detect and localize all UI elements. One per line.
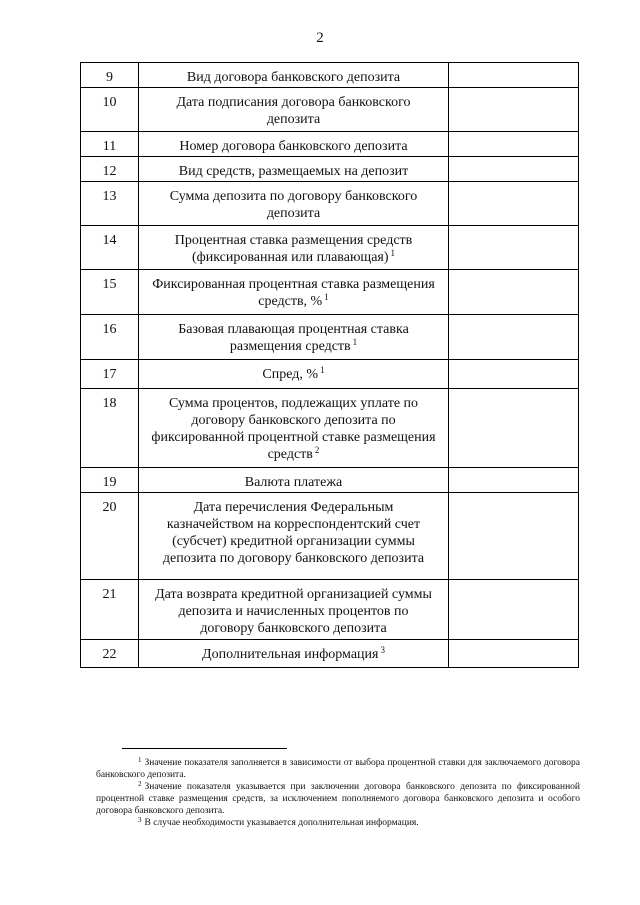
row-description: [139, 63, 449, 88]
description-line: Спред, %: [262, 367, 319, 382]
row-value-cell: [449, 389, 579, 468]
footnote-text: Значение показателя указывается при заключении договора банковского депозита по фиксированной процентной ставке размещения средств, за исключением пополняемого договора банковского депозита и особого договора банковского депозита.: [96, 782, 580, 816]
row-description: [139, 640, 449, 668]
row-value-cell: [449, 270, 579, 315]
row-number: 15: [81, 270, 139, 315]
row-value-cell: [449, 580, 579, 640]
description-line: средств: [267, 447, 313, 462]
table-row: [81, 493, 579, 580]
footnote-text: В случае необходимости указывается дополнительная информация.: [144, 818, 419, 828]
description-line: Дополнительная информация: [202, 647, 379, 662]
row-number: 17: [81, 360, 139, 389]
description-line: казначейством на корреспондентский счет: [166, 517, 421, 532]
row-value-cell: [449, 63, 579, 88]
description-line: Сумма депозита по договору банковского: [169, 189, 418, 204]
row-description: [139, 315, 449, 360]
table-row: [81, 580, 579, 640]
row-description: [139, 389, 449, 468]
description-line: депозита и начисленных процентов по: [178, 604, 409, 619]
row-value-cell: [449, 182, 579, 226]
footnotes: [96, 757, 580, 829]
row-value-cell: [449, 640, 579, 668]
row-value-cell: [449, 468, 579, 493]
footnote-ref: 2: [314, 445, 320, 455]
description-line: Дата перечисления Федеральным: [193, 500, 394, 515]
row-description: [139, 493, 449, 580]
description-line: средств, %: [258, 294, 323, 309]
description-line: депозита: [266, 206, 321, 221]
table-row: [81, 360, 579, 389]
footnote-mark: 1: [138, 756, 142, 764]
description-line: Дата возврата кредитной организацией суммы: [155, 587, 432, 602]
row-number: 22: [81, 640, 139, 668]
row-description: [139, 182, 449, 226]
row-description: [139, 270, 449, 315]
row-number: 12: [81, 157, 139, 182]
footnote-text: Значение показателя заполняется в зависимости от выбора процентной ставки для заключаемого договора банковского депозита.: [96, 758, 580, 780]
indicator-table: [80, 62, 579, 668]
row-number: 10: [81, 88, 139, 132]
row-value-cell: [449, 360, 579, 389]
description-line: Базовая плавающая процентная ставка: [178, 322, 409, 337]
table-row: [81, 88, 579, 132]
row-value-cell: [449, 226, 579, 270]
footnote: [96, 757, 580, 781]
description-line: договору банковского депозита по: [191, 413, 396, 428]
row-number: 9: [81, 63, 139, 88]
row-description: [139, 226, 449, 270]
page-number: 2: [316, 30, 324, 46]
row-number: 18: [81, 389, 139, 468]
table-row: [81, 132, 579, 157]
row-description: [139, 132, 449, 157]
table-row: [81, 226, 579, 270]
row-value-cell: [449, 493, 579, 580]
footnote-ref: 3: [380, 645, 385, 655]
description-line: Валюта платежа: [244, 475, 343, 490]
footnote-ref: 1: [320, 365, 325, 375]
row-number: 14: [81, 226, 139, 270]
description-line: Сумма процентов, подлежащих уплате по: [168, 396, 419, 411]
row-description: [139, 88, 449, 132]
footnote: [96, 817, 580, 829]
table-row: [81, 315, 579, 360]
description-line: фиксированной процентной ставке размещения: [151, 430, 436, 445]
description-line: Номер договора банковского депозита: [179, 139, 408, 154]
footnote-ref: 1: [390, 248, 396, 258]
footnote-ref: 1: [352, 337, 358, 347]
row-number: 21: [81, 580, 139, 640]
row-number: 13: [81, 182, 139, 226]
row-number: 11: [81, 132, 139, 157]
row-description: [139, 580, 449, 640]
row-number: 19: [81, 468, 139, 493]
row-value-cell: [449, 157, 579, 182]
description-line: Процентная ставка размещения средств: [174, 233, 413, 248]
description-line: Фиксированная процентная ставка размещения: [152, 277, 435, 292]
footnote-mark: 3: [138, 816, 142, 824]
table-row: [81, 270, 579, 315]
table-row: [81, 63, 579, 88]
row-value-cell: [449, 315, 579, 360]
row-number: 20: [81, 493, 139, 580]
footnote-mark: 2: [138, 780, 142, 788]
footnote-ref: 1: [324, 292, 329, 302]
table-row: [81, 182, 579, 226]
table-row: [81, 640, 579, 668]
description-line: размещения средств: [229, 339, 351, 354]
table-row: [81, 468, 579, 493]
table-row: [81, 389, 579, 468]
row-number: 16: [81, 315, 139, 360]
description-line: (субсчет) кредитной организации суммы: [172, 534, 415, 549]
table-row: [81, 157, 579, 182]
row-value-cell: [449, 88, 579, 132]
description-line: договору банковского депозита: [200, 621, 387, 636]
row-description: [139, 157, 449, 182]
row-description: [139, 360, 449, 389]
description-line: Вид договора банковского депозита: [186, 70, 401, 85]
footnote-separator: [122, 748, 287, 749]
description-line: Вид средств, размещаемых на депозит: [178, 164, 409, 179]
row-value-cell: [449, 132, 579, 157]
description-line: Дата подписания договора банковского: [176, 95, 411, 110]
footnote: [96, 781, 580, 817]
description-line: депозита по договору банковского депозита: [162, 551, 425, 566]
row-description: [139, 468, 449, 493]
description-line: (фиксированная или плавающая): [191, 250, 389, 265]
description-line: депозита: [266, 112, 321, 127]
